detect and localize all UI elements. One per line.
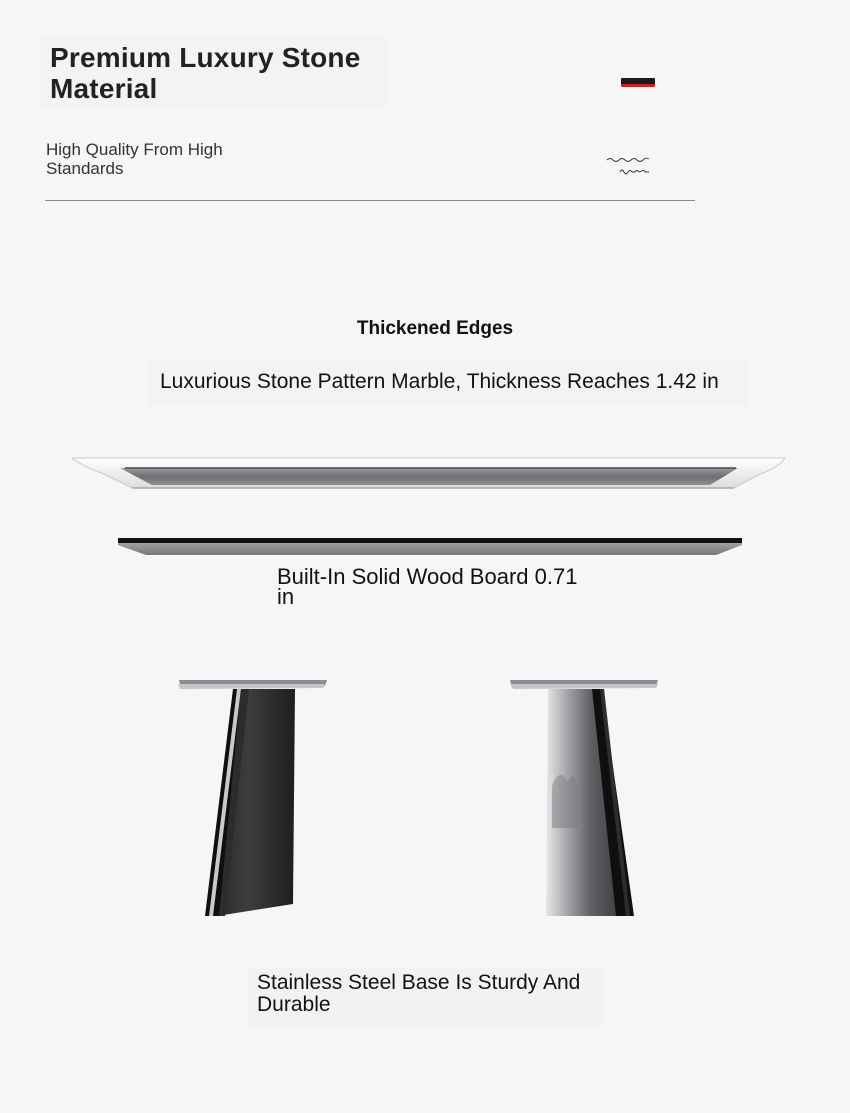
accent-bar-icon bbox=[621, 78, 655, 87]
wood-board-label: Built-In Solid Wood Board 0.71 in bbox=[277, 564, 578, 609]
thickness-description: Luxurious Stone Pattern Marble, Thickness Reaches 1.42 in bbox=[160, 370, 719, 393]
page-subtitle: High Quality From High Standards bbox=[46, 140, 223, 178]
steel-base-left-image bbox=[175, 676, 335, 922]
wood-board-image bbox=[116, 535, 746, 559]
thickened-edges-heading: Thickened Edges bbox=[356, 318, 514, 339]
signature-icon bbox=[600, 154, 660, 180]
steel-base-label: Stainless Steel Base Is Sturdy And Durable bbox=[257, 971, 581, 1016]
page-title: Premium Luxury Stone Material bbox=[50, 42, 361, 104]
marble-slab-image bbox=[70, 452, 790, 496]
header-divider bbox=[45, 200, 695, 201]
steel-base-right-image bbox=[506, 676, 666, 922]
